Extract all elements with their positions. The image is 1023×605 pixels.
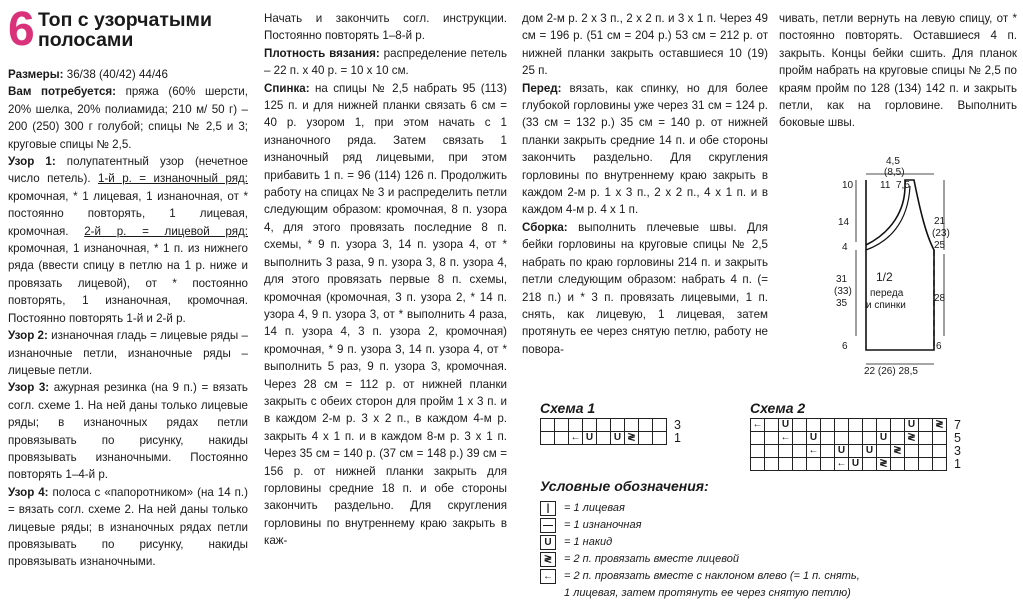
schema-cell: U — [905, 419, 919, 432]
article-number: 6 — [8, 3, 35, 56]
schema-cell — [821, 419, 835, 432]
schema-cell — [807, 458, 821, 471]
schema-cell — [933, 432, 947, 445]
schema-cell — [863, 419, 877, 432]
schema-cell: U — [863, 445, 877, 458]
schema-cell: U — [611, 432, 625, 445]
pattern-3-label: Узор 3: — [8, 381, 50, 395]
pattern-2-paragraph — [8, 327, 248, 379]
density-text: распределение петель – 22 п. х 40 р. = 10 х 10 см. — [264, 46, 507, 78]
schema-1-title: Схема 1 — [540, 400, 596, 416]
schema-cell — [919, 458, 933, 471]
article-header — [8, 3, 248, 60]
diagram-center-half: 1/2 — [876, 270, 893, 284]
title-line-2: полосами — [38, 29, 134, 51]
schema-1-grid — [540, 418, 667, 445]
schema-cell — [919, 445, 933, 458]
schema-cell — [891, 458, 905, 471]
assembly-continued-paragraph: чивать, петли вернуть на левую спицу, от * постоянно повторять. Оставшиеся 4 п. закрыть. Концы бейки сшить. Для планок пройм набрать на круговые спицы № 2,5 по краям пройм по 128 (134) 142 п. и закрыть петли, как на горловине. Выполнить боковые швы. — [779, 12, 1017, 130]
schema-cell — [793, 419, 807, 432]
materials-paragraph — [8, 83, 248, 153]
schema-cell — [765, 432, 779, 445]
schema-cell — [751, 432, 765, 445]
assembly-label: Сборка: — [522, 220, 568, 234]
materials-label: Вам потребуется: — [8, 85, 117, 99]
density-label: Плотность вязания: — [264, 46, 380, 60]
schema-cell — [625, 419, 639, 432]
diagram-label-top-45: 4,5 — [886, 156, 900, 167]
pattern-1-text-b: кромочная, * 1 лицевая, 1 изнаночная, от * постоянно повторять, 1 лицевая, кромочная. — [8, 189, 248, 238]
schema-cell — [821, 432, 835, 445]
legend-item — [540, 534, 870, 550]
intro-paragraph: Начать и закончить согл. инструкции. Постоянно повторять 1–8-й р. — [264, 12, 507, 43]
legend-item — [540, 568, 870, 584]
pattern-1-label: Узор 1: — [8, 155, 56, 169]
schema-cell — [849, 445, 863, 458]
schema-cell: U — [779, 419, 793, 432]
diagram-label-right-28: 28 — [934, 293, 946, 304]
schema-cell: ≷ — [905, 432, 919, 445]
assembly-text: выполнить плечевые швы. Для бейки горловины на круговые спицы № 2,5 набрать по краю горловины 214 п. и закрыть петли следующим образом: набрать 4 п. (= 218 п.) и * 3 п. провязать лицевыми, 1 п. снять, как лицевую, 1 лицевая, затем протянуть ее через снятую петлю, работу не повора- — [522, 220, 768, 356]
legend-symbol: ≷ — [540, 552, 556, 567]
schema-cell — [555, 432, 569, 445]
schema-row-label: 3 — [954, 443, 961, 458]
article-title — [38, 10, 212, 50]
schema-cell: ← — [808, 445, 819, 456]
schema-row — [751, 432, 947, 445]
diagram-label-right-25: 25 — [934, 240, 946, 251]
column-1 — [8, 3, 248, 571]
schema-cell — [807, 419, 821, 432]
diagram-label-left-4: 4 — [842, 242, 848, 253]
diagram-label-left-14: 14 — [838, 217, 850, 228]
diagram-center-and: и спинки — [866, 300, 906, 311]
legend-symbol: — — [540, 518, 556, 533]
schema-cell — [765, 419, 779, 432]
schema-cell — [779, 458, 793, 471]
schema-cell: U — [835, 445, 849, 458]
density-paragraph — [264, 45, 507, 80]
schema-row — [541, 432, 667, 445]
schema-cell — [541, 432, 555, 445]
schema-cell — [821, 458, 835, 471]
schema-cell: ← — [570, 432, 581, 443]
diagram-label-right-23: (23) — [932, 228, 950, 239]
diagram-label-left-6: 6 — [842, 341, 848, 352]
pattern-2-text: изнаночная гладь = лицевые ряды – изнаночные петли, изнаночные ряды – лицевые петли. — [8, 329, 248, 377]
schema-cell — [877, 419, 891, 432]
schema-cell: U — [877, 432, 891, 445]
legend-symbol: ← — [540, 569, 556, 584]
schema-cell — [597, 432, 611, 445]
schema-cell — [919, 432, 933, 445]
schema-cell — [835, 419, 849, 432]
schema-cell — [835, 432, 849, 445]
front-text: вязать, как спинку, но для более глубокой горловины уже через 31 см = 124 р. (33 см = 132 р.) 35 см = 140 р. от нижней планки закрыть средние 14 п. и обе стороны закончить раздельно. Для скругления горловины по внутреннему краю закрыть в каждом 2-м р. 1 х 3 п., 2 х 2 п., 4 х 1 п. и в каждом 4-м р. 4 х 1 п. — [522, 81, 768, 217]
pattern-4-label: Узор 4: — [8, 485, 49, 499]
schema-cell — [849, 419, 863, 432]
legend-text: = 2 п. провязать вместе лицевой — [564, 553, 739, 565]
back-continued-paragraph: дом 2-м р. 2 х 3 п., 2 х 2 п. и 3 х 1 п. Через 49 см = 196 р. (51 см = 204 р.) 53 см = 212 р. от нижней планки закрыть оставшиеся 10 (19) 25 п. — [522, 12, 768, 78]
pattern-4-paragraph — [8, 484, 248, 571]
pattern-1-row-1: 1-й р. = изнаночный ряд: — [98, 172, 248, 186]
column-2 — [264, 10, 507, 550]
schema-cell — [863, 432, 877, 445]
schema-row-label: 1 — [954, 456, 961, 471]
pattern-1-text-c: кромочная, 1 изнаночная, * 1 п. из нижнего ряда (ввести спицу в петлю на 1 р. ниже и провязать лицевой), от * постоянно повторять, 1 изнаночная, кромочная. Постоянно повторять 1-й и 2-й р. — [8, 242, 248, 325]
column-3 — [522, 10, 768, 358]
diagram-label-left-35: 35 — [836, 298, 848, 309]
pattern-1-row-2: 2-й р. = лицевой ряд: — [84, 224, 248, 238]
schema-cell — [555, 419, 569, 432]
schema-cell — [905, 445, 919, 458]
diagram-label-bottom: 22 (26) 28,5 — [864, 366, 918, 377]
schema-cell — [863, 458, 877, 471]
schema-cell — [541, 419, 555, 432]
schema-2-grid — [750, 418, 947, 471]
schema-row-label: 3 — [674, 417, 681, 432]
schema-cell: ≷ — [877, 458, 891, 471]
schema-cell — [765, 445, 779, 458]
schema-cell — [821, 445, 835, 458]
diagram-label-top-11: 11 — [880, 180, 891, 191]
column-4 — [779, 10, 1017, 132]
legend — [540, 478, 870, 602]
assembly-paragraph — [522, 219, 768, 358]
legend-title: Условные обозначения: — [540, 478, 709, 494]
pattern-1-paragraph — [8, 153, 248, 327]
legend-text: = 1 накид — [564, 536, 613, 548]
diagram-center-front: переда — [870, 288, 904, 299]
front-paragraph — [522, 80, 768, 219]
schema-cell — [639, 432, 653, 445]
sizes-value: 36/38 (40/42) 44/46 — [66, 68, 168, 81]
schema-cell — [569, 419, 583, 432]
diagram-label-left-31: 31 — [836, 274, 848, 285]
schema-2-title: Схема 2 — [750, 400, 806, 416]
legend-symbol: U — [540, 535, 556, 550]
schema-cell — [597, 419, 611, 432]
schema-cell — [891, 432, 905, 445]
schema-cell: U — [807, 432, 821, 445]
schema-row-label: 7 — [954, 417, 961, 432]
schema-cell — [933, 458, 947, 471]
schema-cell: U — [849, 458, 863, 471]
schema-cell — [891, 419, 905, 432]
schema-row — [751, 458, 947, 471]
schema-cell: ← — [752, 419, 763, 430]
pattern-3-text: ажурная резинка (на 9 п.) = вязать согл. схеме 1. На ней даны только лицевые ряды; в изнаночных рядах петли провязывать по рисунку, накиды провязывать изнаночными. Постоянно повторять 1–4-й р. — [8, 381, 248, 482]
schema-cell: ← — [836, 458, 847, 469]
schema-row-label: 5 — [954, 430, 961, 445]
legend-item — [540, 551, 870, 567]
schema-cell — [793, 445, 807, 458]
sizes-label: Размеры: — [8, 68, 64, 81]
diagram-label-left-33: (33) — [834, 286, 852, 297]
schema-row — [751, 419, 947, 432]
schema-cell: ← — [780, 432, 791, 443]
diagram-label-top-75: 7,5 — [896, 180, 910, 191]
schema-cell — [751, 445, 765, 458]
schema-cell: ≷ — [891, 445, 905, 458]
legend-text: = 1 изнаночная — [564, 519, 642, 531]
schema-cell: ≷ — [625, 432, 639, 445]
schema-cell: U — [583, 432, 597, 445]
diagram-label-right-6: 6 — [936, 341, 942, 352]
pattern-4-text: полоса с «папоротником» (на 14 п.) = вязать согл. схеме 2. На ней даны только лицевые ряды; в изнаночных рядах петли провязывать по рисунку, накиды провязывать изнаночными. — [8, 485, 248, 569]
legend-items — [540, 500, 870, 584]
schema-cell — [905, 458, 919, 471]
materials-value: пряжа (60% шерсти, 20% шелка, 20% полиамида; 210 м/ 50 г) – 200 (250) 300 г голубой; спицы № 2,5 и 3; круговые спицы № 2,5. — [8, 85, 248, 151]
schema-cell — [779, 445, 793, 458]
legend-continuation: 1 лицевая, затем протянуть ее через снятую петлю) — [564, 587, 851, 599]
schema-cell — [653, 432, 667, 445]
diagram-label-right-21: 21 — [934, 216, 946, 227]
schema-cell — [583, 419, 597, 432]
schema-cell — [933, 445, 947, 458]
schema-cell — [849, 432, 863, 445]
schema-row — [751, 445, 947, 458]
pattern-3-paragraph — [8, 379, 248, 483]
schema-cell — [793, 458, 807, 471]
diagram-neckline — [866, 186, 910, 250]
back-text: на спицы № 2,5 набрать 95 (113) 125 п. и для нижней планки связать 6 см = 40 р. узором 1, при этом начать с 1 изнаночного ряда. Затем связать 1 изнаночный ряд лицевыми, при этом прибавить 1 п. = 96 (114) 126 п. Продолжить работу на спицах № 3 и распределить петли следующим образом: кромочная, 8 п. узора 4, для этого провязать последние 8 п. схемы, * 9 п. узора 3, 14 п. узора 4, от * выполнить 3 раза, 9 п. узора 3, 8 п. узора 4, для этого провязать первые 8 п. схемы, кромочная (кромочная, 3 п. узора 2, * 14 п. узора 4, 9 п. узора 3, от * выполнить 4 раза, 14 п. узора 4, 3 п. узора 2, кромочная) кромочная, * 9 п. узора 3, 14 п. узора 4, от * выполнить 5 раз, 9 п. узора 3, кромочная. Через 28 см = 112 р. от нижней планки закрыть с обеих сторон для пройм 1 х 3 п. и в каждом 2-м р. 3 х 2 п., в каждом 4-м р. закрыть 4 х 1 п. и в каждом 8-м р. 3 х 1 п. Через 35 см = 140 р. (37 см = 148 р.) 39 см = 156 р. от нижней планки закрыть для горловины средние 18 п. и обе стороны закончить раздельно. Для скругления горловины по внутреннему краю закрыть в каж- — [264, 81, 507, 548]
schema-cell — [877, 445, 891, 458]
front-label: Перед: — [522, 81, 562, 95]
legend-symbol: | — [540, 501, 556, 516]
diagram-label-top-10: 10 — [842, 180, 854, 191]
back-paragraph — [264, 80, 507, 550]
pattern-1-text: полупатентный узор (нечетное число петель). — [8, 155, 248, 186]
schema-cell — [611, 419, 625, 432]
legend-text: = 1 лицевая — [564, 502, 625, 514]
back-label: Спинка: — [264, 81, 310, 95]
legend-item — [540, 500, 870, 516]
title-line-1: Топ с узорчатыми — [38, 9, 212, 31]
schema-cell — [919, 419, 933, 432]
legend-text: = 2 п. провязать вместе с наклоном влево (= 1 п. снять, — [564, 570, 860, 582]
diagram-outline — [866, 180, 934, 350]
sizes-paragraph — [8, 66, 248, 83]
schema-cell — [639, 419, 653, 432]
diagram-label-top-85: (8,5) — [884, 167, 905, 178]
schema-cell — [765, 458, 779, 471]
pattern-2-label: Узор 2: — [8, 329, 48, 343]
schema-cell — [793, 432, 807, 445]
schema-cell — [653, 419, 667, 432]
schema-cell — [751, 458, 765, 471]
schema-cell: ≷ — [933, 419, 947, 432]
schema-row-label: 1 — [674, 430, 681, 445]
schema-row — [541, 419, 667, 432]
legend-item — [540, 517, 870, 533]
